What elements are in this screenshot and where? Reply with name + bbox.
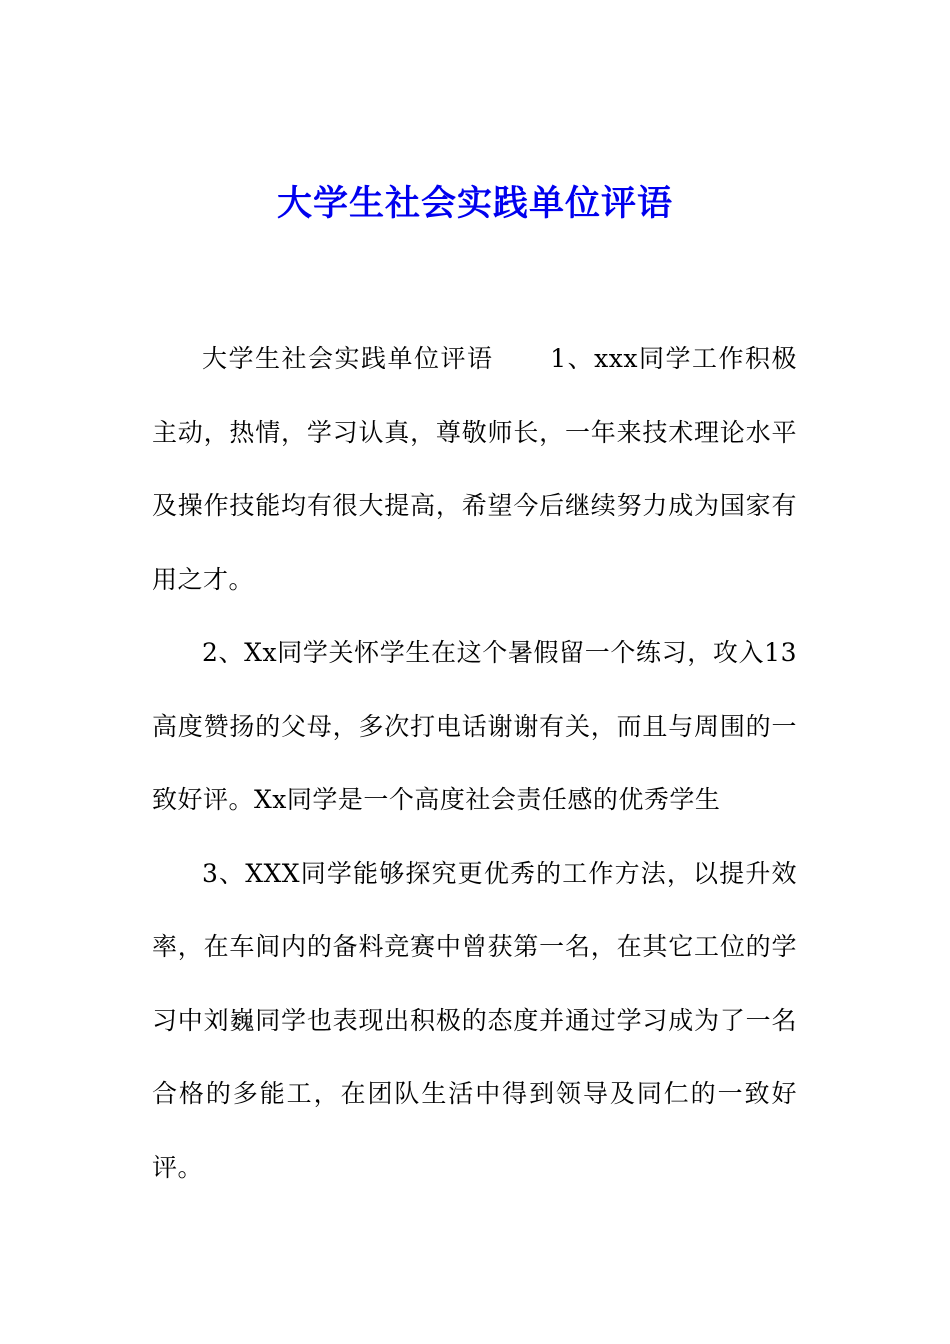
page-title: 大学生社会实践单位评语 (276, 184, 673, 224)
paragraph-2: 2、Xx同学关怀学生在这个暑假留一个练习，攻入13高度赞扬的父母，多次打电话谢谢有关，而且与周围的一致好评。Xx同学是一个高度社会责任感的优秀学生 (152, 638, 797, 814)
paragraph-1: 大学生社会实践单位评语 1、xxx同学工作积极主动，热情，学习认真，尊敬师长，一年来技术理论水平及操作技能均有很大提高，希望今后继续努力成为国家有用之才。 (152, 344, 797, 594)
document-body (152, 322, 797, 1204)
paragraph-3: 3、XXX同学能够探究更优秀的工作方法，以提升效率，在车间内的备料竞赛中曾获第一名，在其它工位的学习中刘巍同学也表现出积极的态度并通过学习成为了一名合格的多能工，在团队生活中得到领导及同仁的一致好评。 (152, 858, 797, 1182)
